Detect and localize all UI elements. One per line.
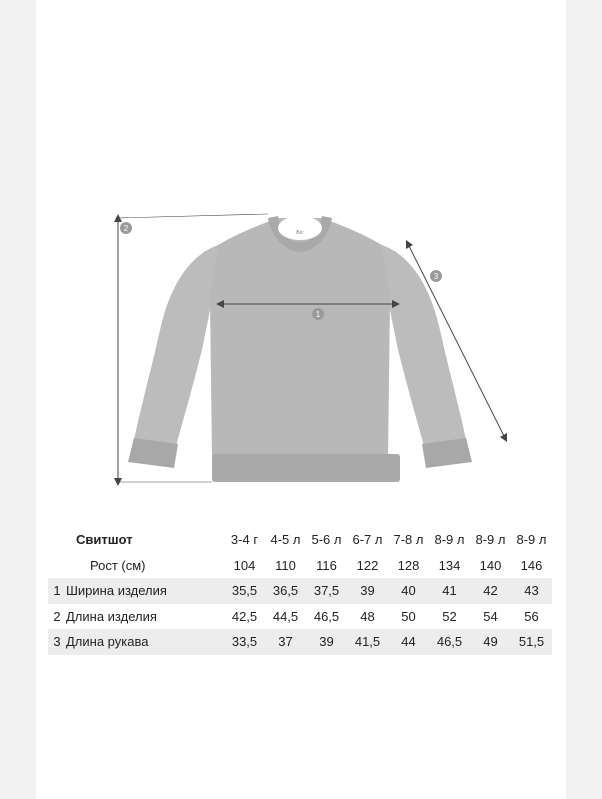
table-cell: 41 [429, 578, 470, 604]
table-cell: 37,5 [306, 578, 347, 604]
size-header: 8-9 л [475, 532, 506, 548]
height-value: 122 [356, 557, 379, 573]
badge-length [120, 222, 132, 234]
table-cell: 48 [360, 608, 375, 624]
table-cell: 37 [265, 629, 306, 655]
height-value: 128 [397, 557, 420, 573]
size-header: 7-8 л [393, 532, 424, 548]
row-label: Длина изделия [66, 608, 157, 624]
table-cell: 36,5 [265, 578, 306, 604]
table-cell: 42 [470, 578, 511, 604]
table-cell: 54 [483, 608, 498, 624]
svg-text:3: 3 [433, 272, 439, 281]
size-header: 3-4 г [230, 532, 259, 548]
table-cell: 52 [442, 608, 457, 624]
table-row [48, 604, 552, 630]
table-cell: 35,5 [224, 578, 265, 604]
table-title: Свитшот [76, 532, 133, 548]
table-cell: 56 [524, 608, 539, 624]
table-cell: 42,5 [231, 608, 258, 624]
table-cell: 40 [388, 578, 429, 604]
table-cell: 51,5 [511, 629, 552, 655]
table-cell: 33,5 [224, 629, 265, 655]
row-label: Длина рукава [66, 629, 224, 655]
size-header: 6-7 л [352, 532, 383, 548]
table-row [48, 578, 552, 604]
table-cell: 39 [306, 629, 347, 655]
table-cell: 41,5 [347, 629, 388, 655]
table-cell: 39 [347, 578, 388, 604]
svg-text:1: 1 [315, 310, 321, 319]
header-row [48, 527, 552, 553]
size-chart-table [48, 527, 552, 655]
row-number: 2 [53, 608, 61, 624]
badge-width [312, 308, 324, 320]
table-cell: 43 [511, 578, 552, 604]
table-cell: 49 [470, 629, 511, 655]
height-value: 116 [316, 557, 337, 573]
table-cell: 50 [401, 608, 416, 624]
row-number: 1 [48, 578, 66, 604]
height-value: 140 [479, 557, 502, 573]
table-row [48, 629, 552, 655]
table-cell: 46,5 [313, 608, 340, 624]
table-cell: 44 [388, 629, 429, 655]
height-value: 110 [275, 557, 296, 573]
svg-text:2: 2 [123, 224, 129, 233]
size-header: 5-6 л [311, 532, 342, 548]
table-cell: 44,5 [272, 608, 299, 624]
height-label: Рост (см) [90, 557, 146, 573]
height-value: 104 [233, 557, 256, 573]
svg-text:Bo:: Bo: [296, 230, 304, 236]
size-header: 8-9 л [516, 532, 547, 548]
size-header: 8-9 л [434, 532, 465, 548]
badge-sleeve [430, 270, 442, 282]
height-value: 134 [438, 557, 461, 573]
height-row [48, 553, 552, 579]
sweatshirt-figure [128, 216, 472, 482]
height-value: 146 [520, 557, 543, 573]
size-header: 4-5 л [270, 532, 301, 548]
row-number: 3 [48, 629, 66, 655]
row-label: Ширина изделия [66, 578, 224, 604]
table-cell: 46,5 [429, 629, 470, 655]
